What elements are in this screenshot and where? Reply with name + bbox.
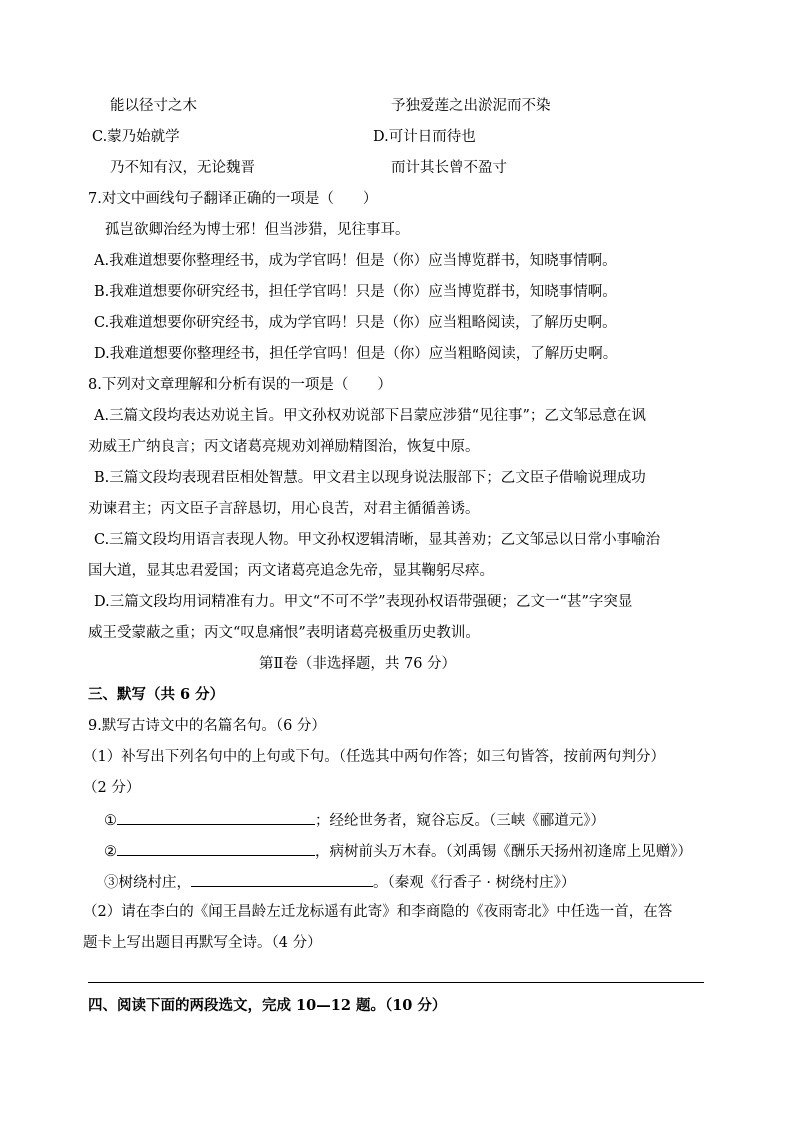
q7-stem: 7.对文中画线句子翻译正确的一项是（ ） xyxy=(88,191,378,207)
q8-option-a-line1: A.三篇文段均表达劝说主旨。甲文孙权劝说部下吕蒙应涉猎“见往事”；乙文邹忌意在讽 xyxy=(94,408,646,424)
q6-option-d-label: D.可计日而待也 xyxy=(373,129,476,145)
q7-option-d: D.我难道想要你整理经书，担任学官吗！但是（你）应当粗略阅读，了解历史啊。 xyxy=(94,346,618,362)
q9-item-1-text: ；经纶世务者，窥谷忘反。（三峡《郦道元》） xyxy=(315,813,605,829)
q7-option-a: A.我难道想要你整理经书，成为学官吗！但是（你）应当博览群书，知晓事情啊。 xyxy=(94,253,617,269)
q8-option-a-line2: 劝威王广纳良言；丙文诸葛亮规劝刘禅励精图治，恢复中原。 xyxy=(88,439,480,455)
answer-rule-line xyxy=(88,982,704,983)
q6-option-c-label: C.蒙乃始就学 xyxy=(92,129,180,145)
q9-item-2-text: ，病树前头万木春。（刘禹锡《酬乐天扬州初逢席上见赠》） xyxy=(315,844,692,860)
q7-option-b: B.我难道想要你研究经书，担任学官吗！只是（你）应当博览群书，知晓事情啊。 xyxy=(94,284,617,300)
q6-option-b-text: 能以径寸之木 xyxy=(110,98,197,114)
q8-stem: 8.下列对文章理解和分析有误的一项是（ ） xyxy=(88,377,392,393)
q9-part1-line1: （1）补写出下列名句中的上句或下句。（任选其中两句作答；如三句皆答，按前两句判分） xyxy=(83,749,665,765)
q9-item-1 xyxy=(104,809,605,831)
q6-option-c-text: 乃不知有汉，无论魏晋 xyxy=(110,160,255,176)
answer-blank-2[interactable] xyxy=(117,840,315,856)
q9-item-3-text-pre: ③树绕村庄， xyxy=(104,875,191,891)
q9-item-2-number: ② xyxy=(104,844,117,860)
q8-option-d-line1: D.三篇文段均用词精准有力。甲文“不可不学”表现孙权语带强硬；乙文一“甚”字突显 xyxy=(94,594,633,610)
q9-part1-line2: （2 分） xyxy=(83,780,141,796)
q8-option-c-line1: C.三篇文段均用语言表现人物。甲文孙权逻辑清晰，显其善劝；乙文邹忌以日常小事喻治 xyxy=(94,532,661,548)
q6-option-b2-text: 予独爱莲之出淤泥而不染 xyxy=(391,98,551,114)
q7-sentence: 孤岂欲卿治经为博士邪！但当涉猎，见往事耳。 xyxy=(105,222,410,238)
section-3-heading: 三、默写（共 6 分） xyxy=(88,686,225,703)
answer-blank-1[interactable] xyxy=(117,809,315,825)
q9-part2-line2: 题卡上写出题目再默写全诗。（4 分） xyxy=(83,935,322,951)
q7-option-c: C.我难道想要你研究经书，成为学官吗！只是（你）应当粗略阅读，了解历史啊。 xyxy=(94,315,617,331)
volume-2-title: 第Ⅱ卷（非选择题，共 76 分） xyxy=(259,656,457,672)
q8-option-b-line2: 劝谏君主；丙文臣子言辞恳切，用心良苦，对君主循循善诱。 xyxy=(88,501,480,517)
q9-stem: 9.默写古诗文中的名篇名句。（6 分） xyxy=(88,718,326,734)
section-4-heading: 四、阅读下面的两段选文，完成 10—12 题。（10 分） xyxy=(88,997,447,1014)
q9-item-3-text: 。（秦观《行香子 · 树绕村庄》） xyxy=(373,875,576,891)
q8-option-d-line2: 威王受蒙蔽之重；丙文“叹息痛恨”表明诸葛亮极重历史教训。 xyxy=(88,625,480,641)
q8-option-c-line2: 国大道，显其忠君爱国；丙文诸葛亮追念先帝，显其鞠躬尽瘁。 xyxy=(88,563,494,579)
q9-item-2 xyxy=(104,840,692,862)
q6-option-d-text: 而计其长曾不盈寸 xyxy=(391,160,507,176)
q9-part2-line1: （2）请在李白的《闻王昌龄左迁龙标遥有此寄》和李商隐的《夜雨寄北》中任选一首，在答 xyxy=(83,904,673,920)
q8-option-b-line1: B.三篇文段均表现君臣相处智慧。甲文君主以现身说法服部下；乙文臣子借喻说理成功 xyxy=(94,470,646,486)
q9-item-3 xyxy=(104,871,575,893)
q9-item-1-number: ① xyxy=(104,813,117,829)
answer-blank-3[interactable] xyxy=(191,871,373,887)
